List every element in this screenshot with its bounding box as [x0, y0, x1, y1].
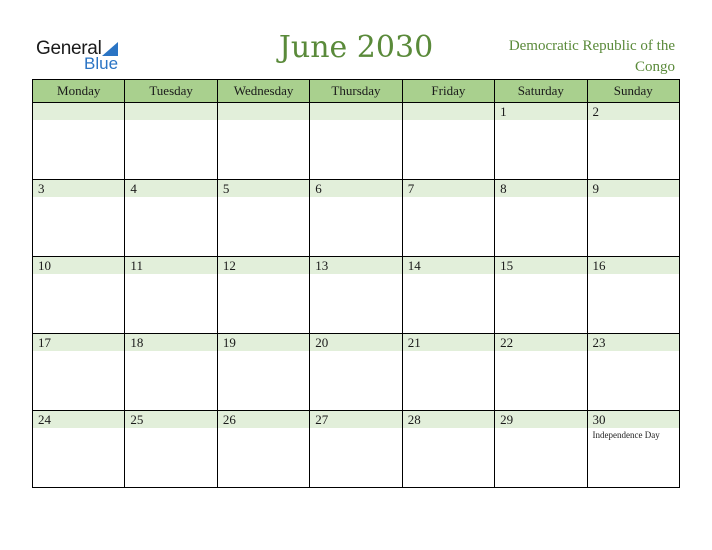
day-cell: [33, 180, 125, 257]
day-number: [33, 103, 124, 120]
day-cell: [125, 103, 217, 180]
logo-word-blue: Blue: [84, 54, 119, 73]
day-number: 9: [588, 180, 679, 197]
day-number: 15: [495, 257, 586, 274]
day-number: 8: [495, 180, 586, 197]
day-number: 16: [588, 257, 679, 274]
week-row: [33, 180, 680, 257]
day-number: 24: [33, 411, 124, 428]
day-number: 25: [125, 411, 216, 428]
day-cell: [125, 411, 217, 488]
week-row: [33, 257, 680, 334]
day-number: 6: [310, 180, 401, 197]
day-cell: [402, 103, 494, 180]
day-cell: [495, 257, 587, 334]
week-row: [33, 411, 680, 488]
day-number: 28: [403, 411, 494, 428]
day-number: 14: [403, 257, 494, 274]
day-number: 12: [218, 257, 309, 274]
day-cell: [33, 411, 125, 488]
day-cell: [310, 103, 402, 180]
calendar-title: June 2030: [278, 30, 434, 65]
day-number: 17: [33, 334, 124, 351]
day-number: [125, 103, 216, 120]
day-cell: [33, 257, 125, 334]
day-cell: [217, 180, 309, 257]
day-cell: [33, 334, 125, 411]
weekday-header-row: [33, 80, 680, 103]
day-number: [403, 103, 494, 120]
day-number: 2: [588, 103, 679, 120]
day-cell: [495, 334, 587, 411]
day-cell: [402, 411, 494, 488]
day-cell: [402, 257, 494, 334]
day-cell: [495, 103, 587, 180]
day-cell: [217, 411, 309, 488]
day-number: 30: [588, 411, 679, 428]
weekday-header-saturday: Saturday: [495, 80, 587, 103]
day-cell: [217, 334, 309, 411]
weekday-header-thursday: Thursday: [310, 80, 402, 103]
day-cell: [217, 257, 309, 334]
day-cell: [402, 334, 494, 411]
day-number: 4: [125, 180, 216, 197]
day-cell: [125, 180, 217, 257]
day-cell: [587, 257, 679, 334]
day-cell: [587, 334, 679, 411]
day-cell: [310, 334, 402, 411]
day-number: 18: [125, 334, 216, 351]
day-number: 22: [495, 334, 586, 351]
day-cell: [587, 103, 679, 180]
day-number: [310, 103, 401, 120]
weekday-header-tuesday: Tuesday: [125, 80, 217, 103]
weekday-header-sunday: Sunday: [587, 80, 679, 103]
day-cell: [125, 334, 217, 411]
weekday-header-wednesday: Wednesday: [217, 80, 309, 103]
day-number: 29: [495, 411, 586, 428]
day-number: [218, 103, 309, 120]
day-cell: [402, 180, 494, 257]
day-cell: [125, 257, 217, 334]
holiday-event: Independence Day: [592, 430, 660, 440]
day-number: 26: [218, 411, 309, 428]
generalblue-logo: [36, 38, 136, 78]
day-cell: [310, 257, 402, 334]
logo-word-general: General: [36, 38, 102, 59]
day-number: 13: [310, 257, 401, 274]
day-cell: [495, 411, 587, 488]
calendar-grid: [32, 79, 680, 488]
country-name: Democratic Republic of the Congo: [508, 38, 675, 75]
day-number: 27: [310, 411, 401, 428]
day-number: 11: [125, 257, 216, 274]
day-number: 20: [310, 334, 401, 351]
day-cell: [587, 180, 679, 257]
day-cell: [587, 411, 679, 488]
day-number: 1: [495, 103, 586, 120]
day-number: 23: [588, 334, 679, 351]
day-number: 7: [403, 180, 494, 197]
day-cell: [495, 180, 587, 257]
week-row: [33, 103, 680, 180]
day-cell: [310, 180, 402, 257]
day-cell: [217, 103, 309, 180]
day-number: 5: [218, 180, 309, 197]
week-row: [33, 334, 680, 411]
weekday-header-friday: Friday: [402, 80, 494, 103]
day-number: 3: [33, 180, 124, 197]
day-number: 10: [33, 257, 124, 274]
day-cell: [310, 411, 402, 488]
day-number: 21: [403, 334, 494, 351]
day-number: 19: [218, 334, 309, 351]
day-cell: [33, 103, 125, 180]
weekday-header-monday: Monday: [33, 80, 125, 103]
